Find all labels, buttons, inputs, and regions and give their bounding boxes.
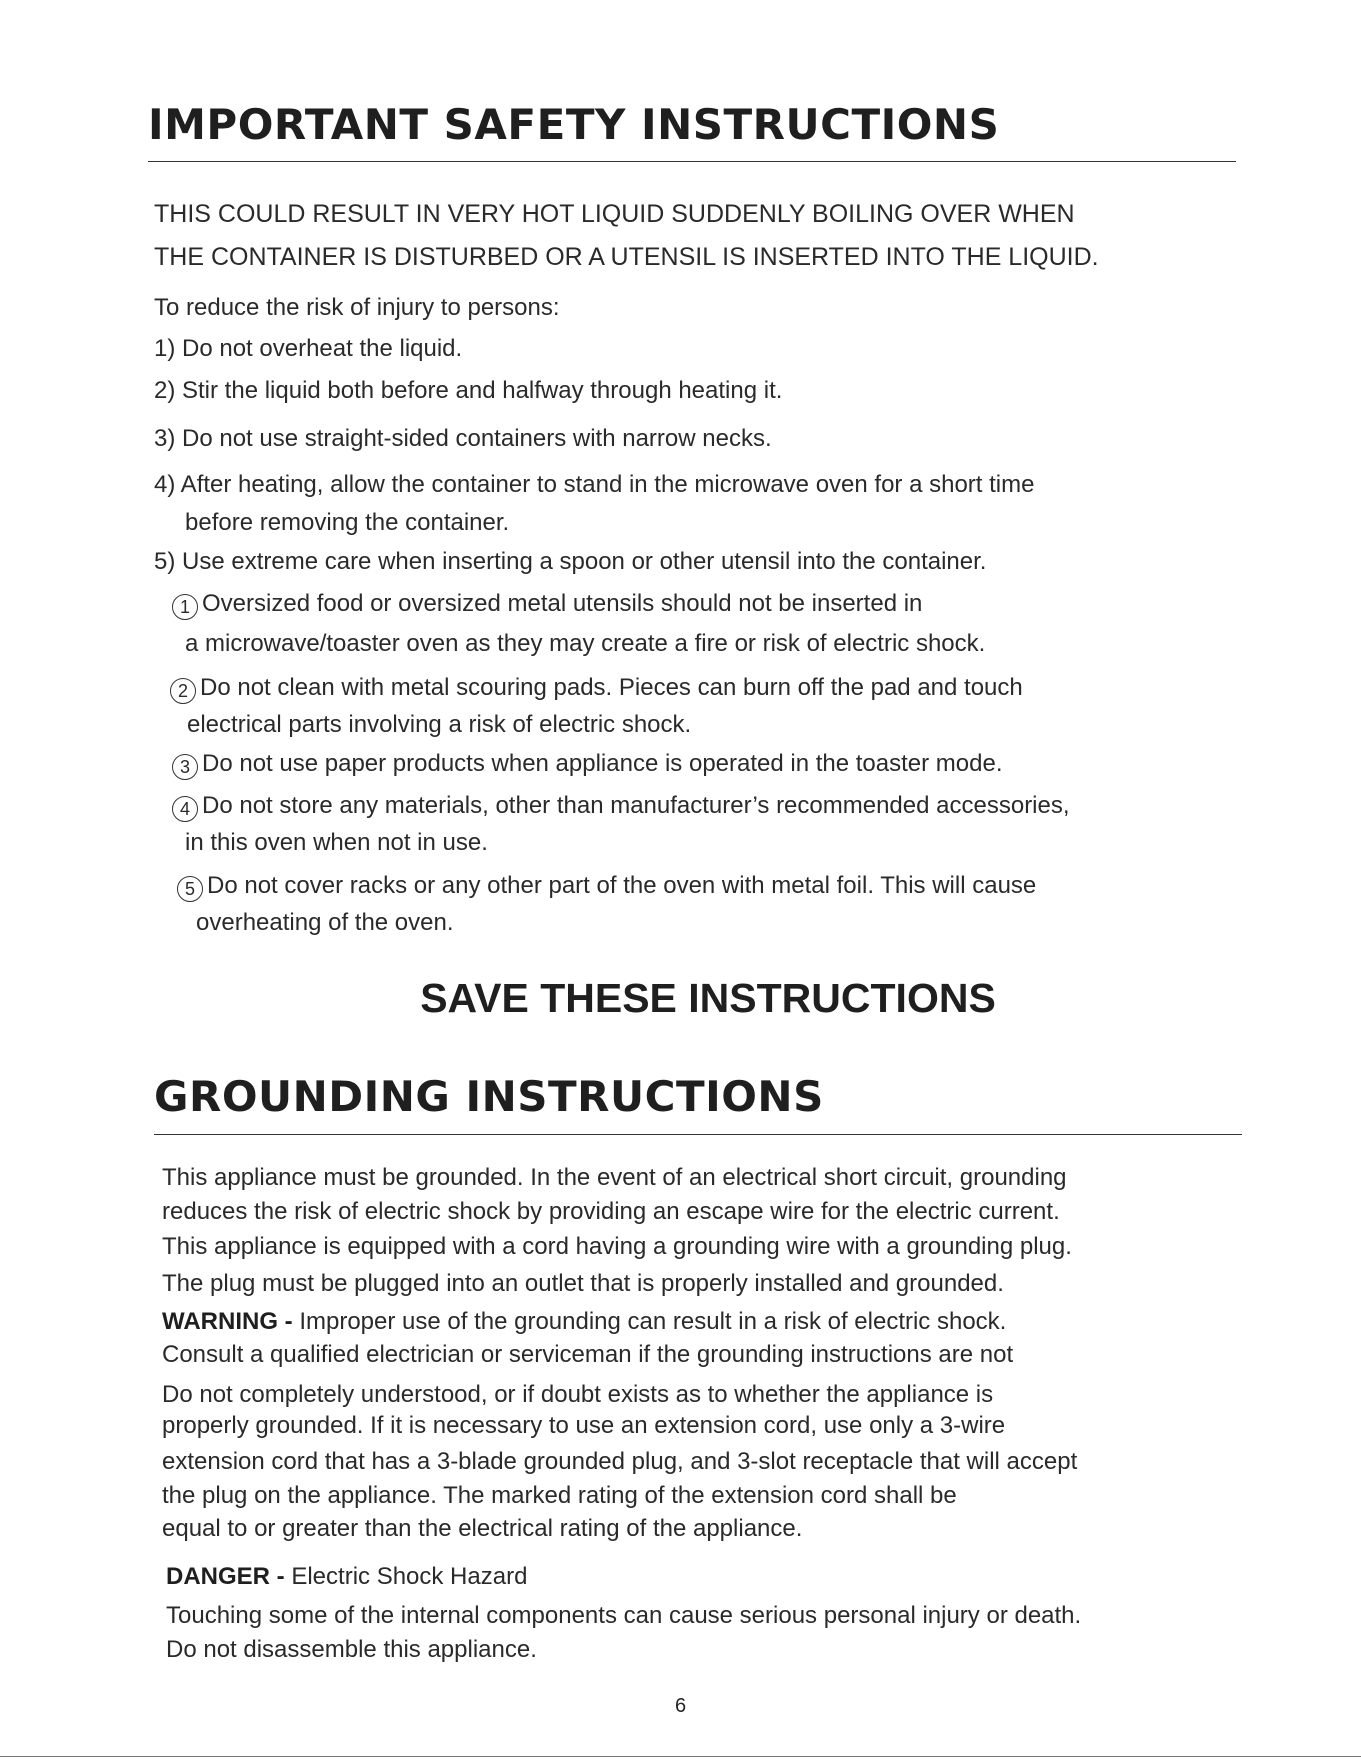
list-item: 2) Stir the liquid both before and halfway through heating it. [154,377,783,404]
danger-text: Electric Shock Hazard [284,1563,528,1590]
warning-text: Improper use of the grounding can result in a risk of electric shock. [292,1308,1007,1335]
list-item: 3) Do not use straight-sided containers with narrow necks. [154,425,772,452]
list-item: 4) After heating, allow the container to stand in the microwave oven for a short time [154,471,1035,498]
sub-item-continuation: in this oven when not in use. [185,829,488,856]
danger-paragraph [166,1563,527,1591]
sub-item-continuation: a microwave/toaster oven as they may create a fire or risk of electric shock. [185,630,986,657]
sub-item [172,792,1070,822]
warning-paragraph [162,1308,1006,1336]
sub-item-text: Do not store any materials, other than manufacturer’s recommended accessories, [202,792,1070,819]
list-item: 5) Use extreme care when inserting a spoon or other utensil into the container. [154,548,987,575]
page-bottom-edge [0,1756,1361,1757]
sub-item-continuation: electrical parts involving a risk of electric shock. [187,711,692,738]
safety-title: IMPORTANT SAFETY INSTRUCTIONS [148,100,1000,149]
sub-item-text: Oversized food or oversized metal utensils should not be inserted in [202,590,923,617]
circled-number: 2 [170,678,196,704]
paragraph-line: the plug on the appliance. The marked rating of the extension cord shall be [162,1482,957,1509]
paragraph-line: Do not disassemble this appliance. [166,1636,537,1663]
grounding-title: GROUNDING INSTRUCTIONS [154,1072,824,1121]
paragraph-line: extension cord that has a 3-blade grounded plug, and 3-slot receptacle that will accept [162,1448,1078,1475]
save-instructions-heading: SAVE THESE INSTRUCTIONS [420,975,996,1021]
list-item: 1) Do not overheat the liquid. [154,335,463,362]
sub-item-text: Do not use paper products when appliance is operated in the toaster mode. [202,750,1003,777]
paragraph-line: properly grounded. If it is necessary to use an extension cord, use only a 3-wire [162,1412,1006,1439]
paragraph-line: Consult a qualified electrician or serviceman if the grounding instructions are not [162,1341,1014,1368]
sub-item [177,872,1036,902]
warning-label: WARNING - [162,1308,293,1335]
circled-number: 3 [172,754,198,780]
intro-text: To reduce the risk of injury to persons: [154,294,560,321]
paragraph-line: This appliance is equipped with a cord having a grounding wire with a grounding plug. [162,1233,1072,1260]
warning-line: THE CONTAINER IS DISTURBED OR A UTENSIL IS INSERTED INTO THE LIQUID. [154,243,1099,271]
sub-item-text: Do not cover racks or any other part of the oven with metal foil. This will cause [207,872,1037,899]
paragraph-line: equal to or greater than the electrical rating of the appliance. [162,1515,803,1542]
paragraph-line: Do not completely understood, or if doubt exists as to whether the appliance is [162,1381,994,1408]
circled-number: 5 [177,876,203,902]
page-number: 6 [674,1695,687,1717]
title-divider [148,161,1236,162]
paragraph-line: reduces the risk of electric shock by providing an escape wire for the electric current. [162,1198,1060,1225]
warning-line: THIS COULD RESULT IN VERY HOT LIQUID SUDDENLY BOILING OVER WHEN [154,200,1075,228]
paragraph-line: Touching some of the internal components can cause serious personal injury or death. [166,1602,1082,1629]
sub-item [172,590,922,620]
paragraph-line: The plug must be plugged into an outlet that is properly installed and grounded. [162,1270,1004,1297]
list-item-continuation: before removing the container. [185,509,510,536]
sub-item-text: Do not clean with metal scouring pads. Pieces can burn off the pad and touch [200,674,1023,701]
sub-item [170,674,1023,704]
grounding-divider [154,1134,1242,1135]
sub-item [172,750,1003,780]
sub-item-continuation: overheating of the oven. [196,909,454,936]
paragraph-line: This appliance must be grounded. In the event of an electrical short circuit, grounding [162,1164,1067,1191]
circled-number: 1 [172,594,198,620]
danger-label: DANGER - [166,1563,285,1590]
circled-number: 4 [172,796,198,822]
